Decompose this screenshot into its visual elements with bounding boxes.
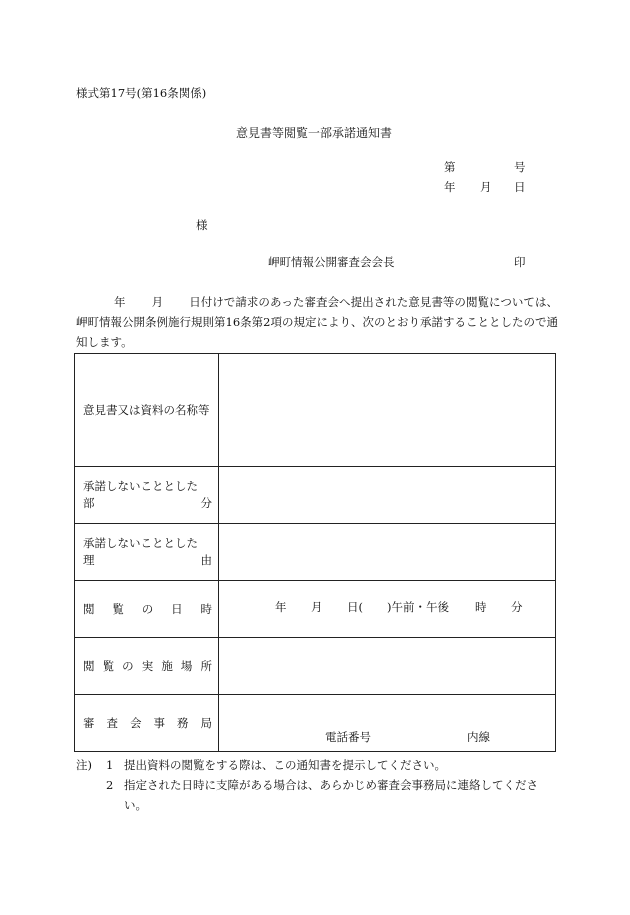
notes-prefix: 注) [76,758,92,772]
note-number: 1 [106,758,114,772]
form-number: 様式第17号(第16条関係) [76,86,207,100]
notice-table [74,353,556,752]
table-row [75,695,556,752]
dt-minute: 分 [511,600,523,614]
note-text: 提出資料の閲覧をする際は、この通知書を提示してください。 [124,758,446,772]
row-value-rejected-reason[interactable] [219,524,556,581]
note-item [76,775,560,815]
body-paragraph [76,292,558,352]
table-row [75,467,556,524]
dt-ampm: )午前・午後 [387,600,449,614]
addressee-suffix: 様 [196,218,208,232]
row-label-secretariat [75,695,219,752]
document-title: 意見書等閲覧一部承諾通知書 [236,126,393,140]
label-char: 局 [200,716,212,730]
label-char: 会 [130,716,142,730]
label-char: 実 [141,659,154,673]
label-char: 閲 [83,659,95,673]
label-char: 閲 [83,602,95,616]
sender-name: 岬町情報公開審査会会長 [268,255,395,269]
label-char: 覧 [112,602,124,616]
label-char: の [141,602,154,616]
doc-date-day: 日 [514,180,526,194]
label-char: 覧 [102,659,115,673]
seal-mark: 印 [514,255,526,269]
label-char: 事 [153,716,165,730]
note-number: 2 [106,778,114,792]
row-value-viewing-place[interactable] [219,638,556,695]
row-label-document-name [75,354,219,467]
table-row [75,581,556,638]
label-char: の [122,659,134,673]
row-value-secretariat[interactable] [219,695,556,752]
note-text: 指定された日時に支障がある場合は、あらかじめ審査会事務局に連絡してください。 [124,778,538,812]
dt-day: 日( [347,600,363,614]
secretariat-phone-label: 電話番号 [325,730,371,744]
row-label-viewing-datetime [75,581,219,638]
dt-hour: 時 [475,600,487,614]
label-char: 所 [200,659,212,673]
label-char: 務 [177,716,189,730]
label-char: 査 [106,716,118,730]
row-label-rejected-reason [75,524,219,581]
body-month: 月 [151,295,164,309]
body-year: 年 [114,295,126,309]
dt-year: 年 [275,600,287,614]
label-char: 場 [180,659,193,673]
label-text: 由 [200,553,212,567]
doc-date-year: 年 [444,180,456,194]
secretariat-extension-label: 内線 [467,730,490,744]
table-row [75,524,556,581]
label-text: 承諾しないこととした [83,536,198,550]
row-value-viewing-datetime[interactable] [219,581,556,638]
label-text: 分 [200,496,212,510]
label-text: 意見書又は資料の名称等 [83,403,210,417]
label-text: 理 [83,553,95,567]
notes-section [76,755,560,815]
label-char: 施 [161,659,173,673]
dt-month: 月 [311,600,323,614]
doc-date-month: 月 [480,180,492,194]
table-row [75,638,556,695]
label-char: 審 [83,716,95,730]
doc-number-go: 号 [514,160,526,174]
note-item [76,755,560,775]
row-value-rejected-part[interactable] [219,467,556,524]
row-value-document-name[interactable] [219,354,556,467]
doc-number-dai: 第 [444,160,456,174]
label-char: 日 [171,602,183,616]
label-char: 時 [200,602,212,616]
row-label-rejected-part [75,467,219,524]
row-label-viewing-place [75,638,219,695]
body-text: 日付けで請求のあった審査会へ提出された意見書等の閲覧については、岬町情報公開条例施行規則第16条第2項の規定により、次のとおり承諾することとしたので通知します。 [76,295,559,349]
table-row [75,354,556,467]
label-text: 承諾しないこととした [83,479,198,493]
label-text: 部 [83,496,95,510]
